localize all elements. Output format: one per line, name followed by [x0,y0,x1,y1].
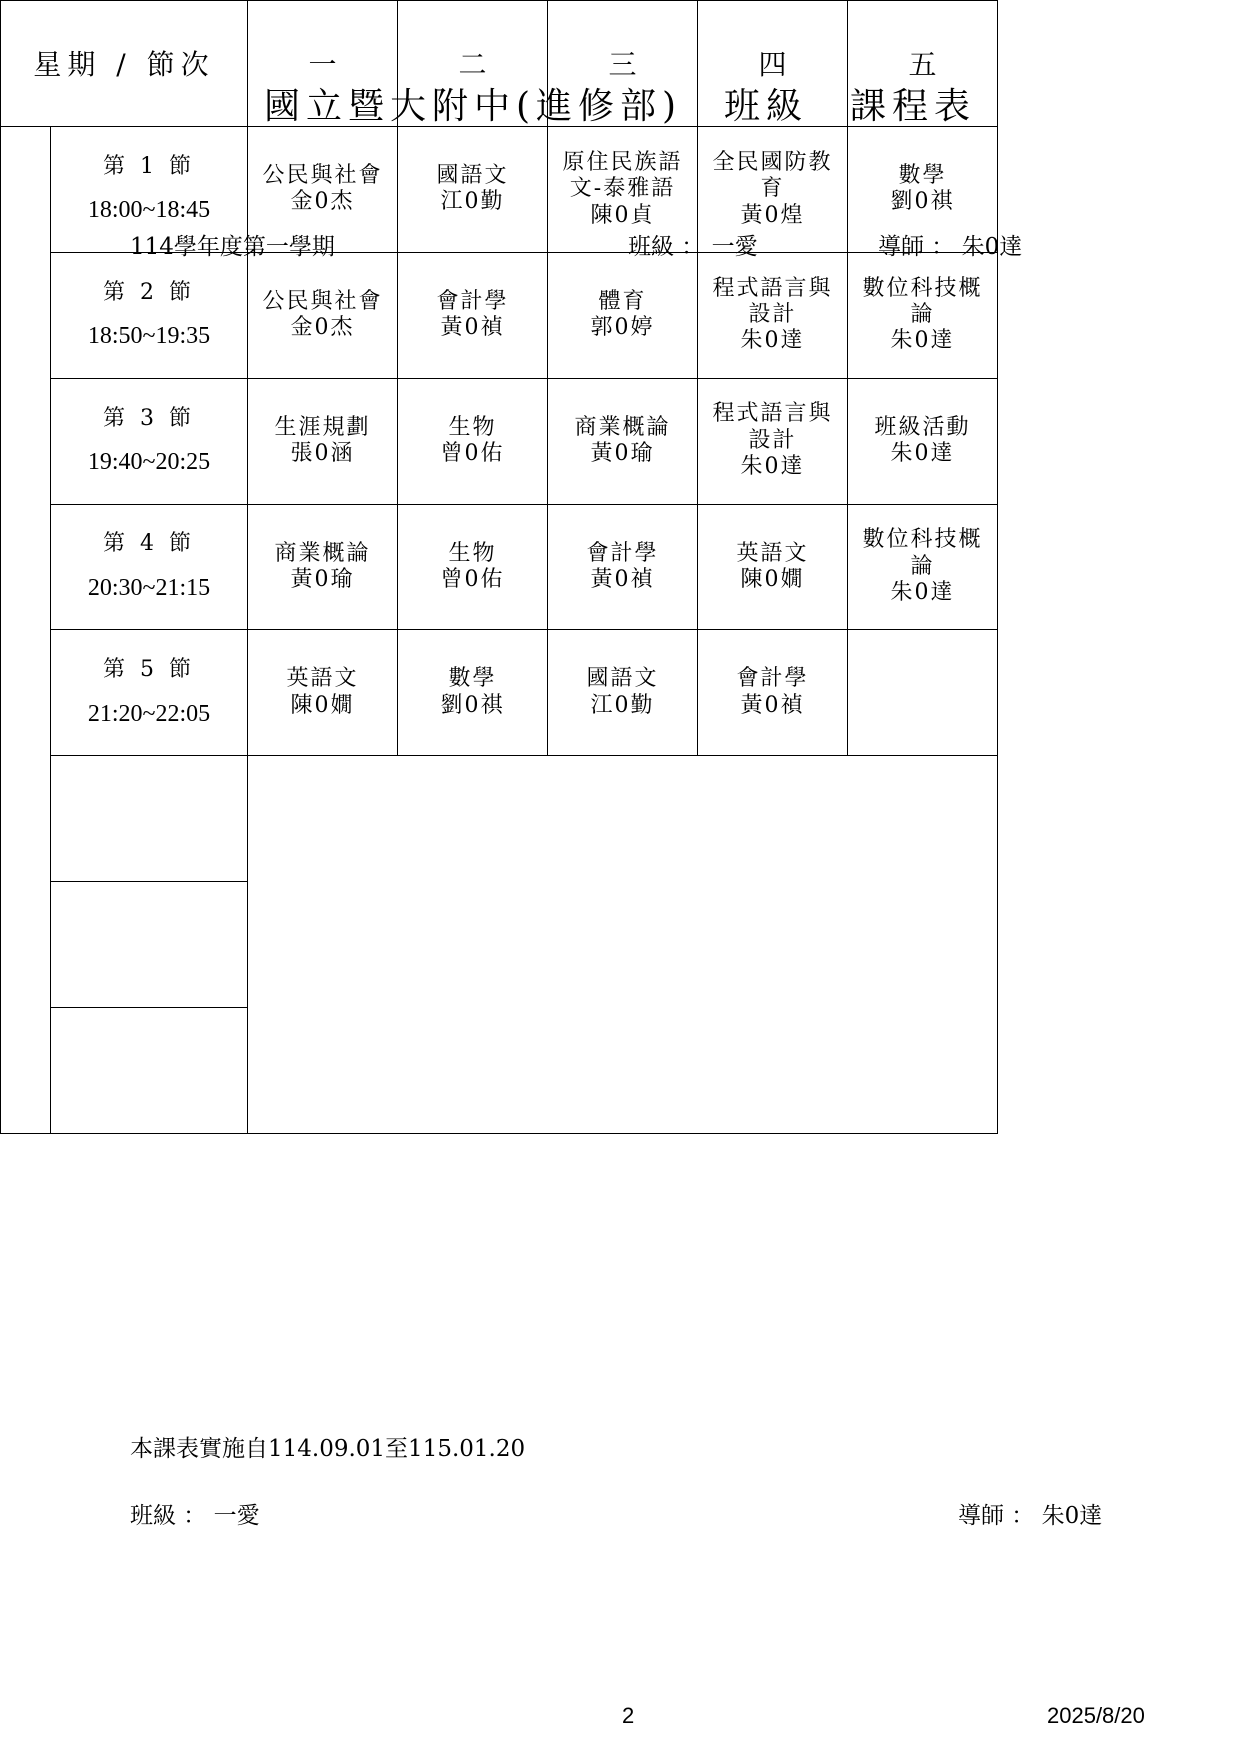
teacher-name: 陳0嫺 [290,692,355,718]
course-name: 生涯規劃 [274,414,371,440]
class-label: 班級 ： 一愛 [628,234,758,260]
course-name: 論 [910,553,935,579]
period-cell [51,630,248,756]
course-name: 公民與社會 [262,162,383,188]
blank-period-cell [51,882,248,1008]
course-name: 全民國防教 [712,149,833,175]
period-name: 第 5 節 [103,657,195,683]
blank-row [1,882,998,1008]
course-cell [848,378,998,504]
course-name: 商業概論 [574,414,671,440]
course-cell [248,630,398,756]
blank-course-cell [848,882,998,1008]
course-cell [248,252,398,378]
print-date: 2025/8/20 [1047,1703,1145,1728]
period-time: 20:30~21:15 [87,574,211,601]
teacher-name: 江0勤 [440,189,505,215]
day-header: 一 [248,1,398,127]
teacher-name: 朱0達 [890,441,955,467]
course-cell [848,630,998,756]
day-header: 三 [548,1,698,127]
course-name: 會計學 [736,666,809,692]
course-name: 國語文 [436,162,509,188]
teacher-name: 張0涵 [290,441,355,467]
period-time: 21:20~22:05 [87,700,211,727]
course-name: 會計學 [436,288,509,314]
course-name: 程式語言與 [712,401,833,427]
course-cell [248,504,398,630]
course-name: 數學 [448,666,497,692]
period-row [1,378,998,504]
course-name: 設計 [748,301,797,327]
course-cell [398,630,548,756]
teacher-name: 黃0瑜 [590,441,655,467]
blank-course-cell [248,756,398,882]
blank-course-cell [248,882,398,1008]
course-name: 數學 [898,162,947,188]
day-header: 四 [698,1,848,127]
course-name: 生物 [448,414,497,440]
teacher-name: 金0杰 [290,315,355,341]
teacher-label: 導師 ： 朱0達 [878,234,1023,260]
course-name: 文-泰雅語 [569,176,676,202]
teacher-name: 朱0達 [890,328,955,354]
blank-course-cell [398,1008,548,1134]
course-name: 程式語言與 [712,275,833,301]
page-number: 2 [622,1703,635,1728]
effective-date-note: 本課表實施自114.09.01至115.01.20 [130,1436,526,1462]
course-name: 英語文 [286,666,359,692]
blank-course-cell [548,756,698,882]
course-cell [698,252,848,378]
blank-course-cell [698,1008,848,1134]
course-name: 原住民族語 [562,149,683,175]
period-time: 19:40~20:25 [87,448,211,475]
period-row [1,504,998,630]
footer-teacher-label: 導師 ： 朱0達 [958,1503,1103,1529]
period-name: 第 2 節 [103,279,195,305]
teacher-name: 黃0禎 [590,566,655,592]
period-cell [51,378,248,504]
course-cell [398,126,548,252]
period-name: 第 3 節 [103,405,195,431]
course-name: 數位科技概 [862,527,983,553]
course-cell [548,630,698,756]
course-name: 會計學 [586,540,659,566]
course-cell [848,504,998,630]
blank-course-cell [698,882,848,1008]
period-row [1,252,998,378]
course-cell [848,252,998,378]
day-header: 二 [398,1,548,127]
teacher-name: 朱0達 [890,580,955,606]
left-margin-cell [1,126,51,1133]
course-cell [698,630,848,756]
course-name: 論 [910,301,935,327]
teacher-name: 黃0瑜 [290,566,355,592]
course-cell [398,252,548,378]
course-cell [398,504,548,630]
blank-course-cell [848,756,998,882]
teacher-name: 朱0達 [740,454,805,480]
corner-header: 星期 / 節次 [1,1,248,127]
course-cell [698,378,848,504]
blank-course-cell [548,882,698,1008]
course-name: 體育 [598,288,647,314]
teacher-name: 陳0貞 [590,202,655,228]
course-name: 數位科技概 [862,275,983,301]
day-header: 五 [848,1,998,127]
document-title: 國立暨大附中(進修部) 班級 課程表 [263,86,977,127]
course-name: 國語文 [586,666,659,692]
teacher-name: 金0杰 [290,189,355,215]
blank-course-cell [248,1008,398,1134]
period-cell [51,252,248,378]
course-cell [698,504,848,630]
blank-course-cell [548,1008,698,1134]
blank-course-cell [398,756,548,882]
period-time: 18:50~19:35 [87,323,211,350]
teacher-name: 黃0禎 [740,692,805,718]
blank-course-cell [698,756,848,882]
course-name: 英語文 [736,540,809,566]
teacher-name: 江0勤 [590,692,655,718]
course-name: 班級活動 [874,414,971,440]
teacher-name: 曾0佑 [440,441,505,467]
course-cell [548,252,698,378]
course-name: 生物 [448,540,497,566]
teacher-name: 黃0煌 [740,202,805,228]
teacher-name: 朱0達 [740,328,805,354]
period-row [1,630,998,756]
blank-period-cell [51,1008,248,1134]
blank-row [1,756,998,882]
teacher-name: 郭0婷 [590,315,655,341]
blank-course-cell [398,882,548,1008]
course-cell [548,504,698,630]
semester-label: 114學年度第一學期 [130,234,335,260]
blank-period-cell [51,756,248,882]
period-name: 第 1 節 [103,153,195,179]
course-cell [548,378,698,504]
footer-class-label: 班級 ： 一愛 [130,1503,260,1529]
course-name: 設計 [748,427,797,453]
period-name: 第 4 節 [103,531,195,557]
course-cell [398,378,548,504]
course-name: 公民與社會 [262,288,383,314]
teacher-name: 陳0嫺 [740,566,805,592]
period-time: 18:00~18:45 [87,197,211,224]
course-name: 育 [760,176,785,202]
teacher-name: 曾0佑 [440,566,505,592]
teacher-name: 劉0祺 [440,692,505,718]
course-name: 商業概論 [274,540,371,566]
teacher-name: 劉0祺 [890,189,955,215]
blank-row [1,1008,998,1134]
course-cell [248,378,398,504]
teacher-name: 黃0禎 [440,315,505,341]
period-cell [51,504,248,630]
blank-course-cell [848,1008,998,1134]
